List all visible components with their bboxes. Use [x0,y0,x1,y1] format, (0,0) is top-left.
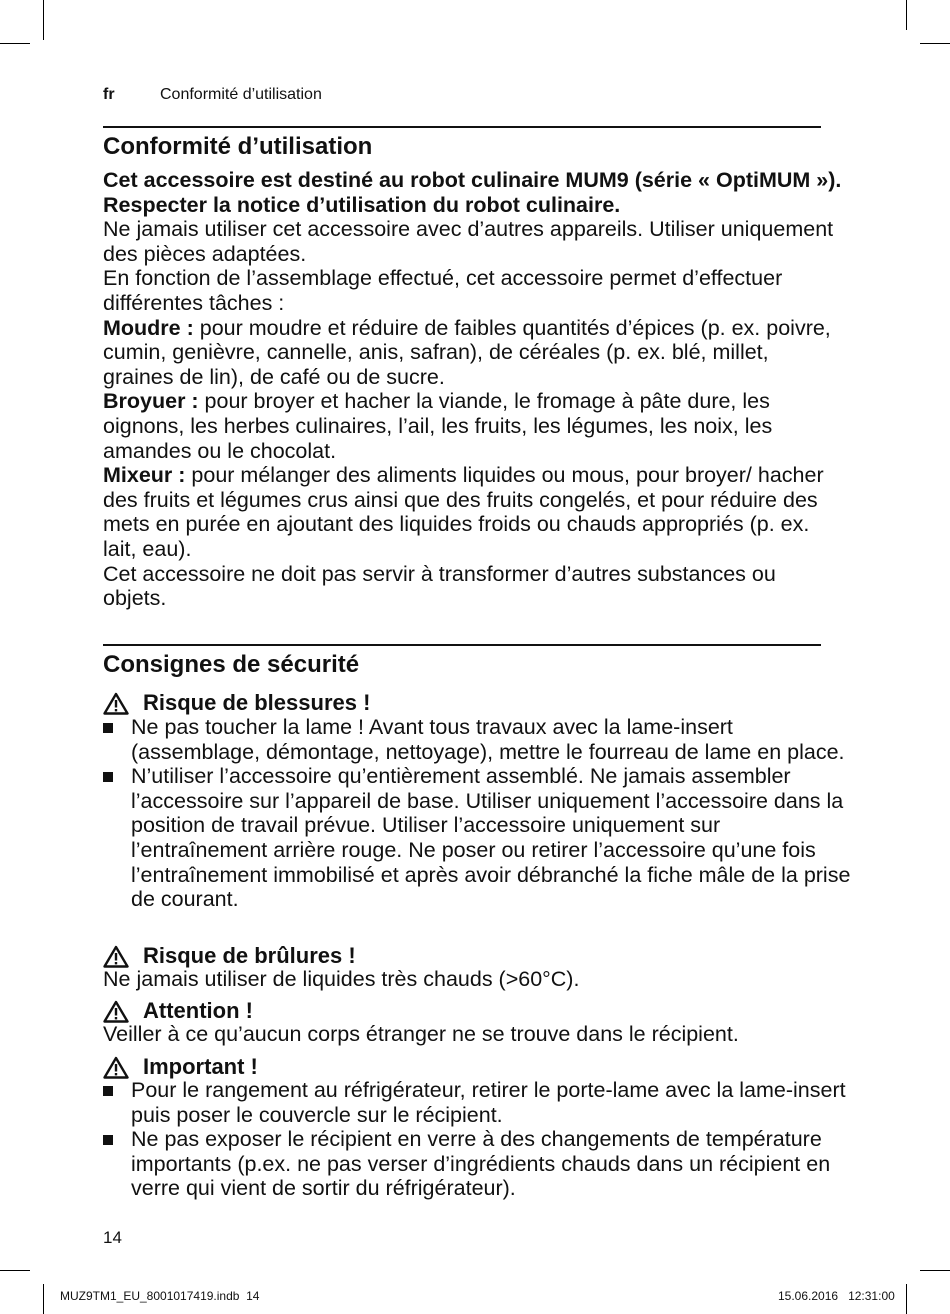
bullet-text: Pour le rangement au réfrigérateur, retirer le porte-lame avec la lame-insert puis poser le couvercle sur le récipient. [131,1078,846,1127]
warning-triangle-icon [103,692,129,715]
paragraph: Cet accessoire ne doit pas servir à transformer d’autres substances ou objets. [103,561,776,611]
warning-heading [103,1054,258,1080]
use-text: pour mélanger des aliments liquides ou mous, pour broyer/ hacher des fruits et légumes crus ainsi que des fruits congelés, et pour réduire des mets en purée en ajoutant des liquides froids ou chauds appropriés (p. ex. lait, eau). [103,463,824,561]
footer-page: 14 [246,1289,260,1303]
section-rule [103,126,821,128]
section-title-conformite: Conformité d’utilisation [103,133,373,160]
warning-text: Veiller à ce qu’aucun corps étranger ne se trouve dans le récipient. [103,1022,739,1046]
warning-bullets [103,1078,853,1201]
lead-paragraph: Cet accessoire est destiné au robot culinaire MUM9 (série « OptiMUM »). Respecter la notice d’utilisation du robot culinaire. [103,168,842,217]
warning-triangle-icon [103,1056,129,1079]
use-text: pour broyer et hacher la viande, le fromage à pâte dure, les oignons, les herbes culinaires, l’ail, les fruits, les légumes, les noix, les amandes ou le chocolat. [103,389,773,463]
warning-triangle-icon [103,945,129,968]
list-item [103,1127,853,1201]
warning-heading [103,943,356,969]
crop-mark [906,1284,907,1314]
bullet-text: Ne pas exposer le récipient en verre à des changements de température importants (p.ex. ne pas verser d’ingrédients chauds dans un récipient en verre qui vient de sortir du réfrigérateur). [131,1127,831,1201]
use-broyer [103,389,843,463]
use-text: pour moudre et réduire de faibles quantités d’épices (p. ex. poivre, cumin, genièvre, cannelle, anis, safran), de céréales (p. ex. blé, millet, graines de lin), de café ou de sucre. [103,315,831,389]
bullet-text: Ne pas toucher la lame ! Avant tous travaux avec la lame-insert (assemblage, démontage, nettoyage), mettre le fourreau de lame en place. [131,715,845,764]
use-mixeur [103,463,843,561]
bullet-square-icon [103,772,113,782]
warning-title: Risque de brûlures ! [143,943,356,968]
crop-mark [43,0,44,40]
crop-mark [0,43,30,44]
crop-mark [906,0,907,30]
bullet-square-icon [103,723,113,733]
footer-date: 15.06.2016 [778,1289,839,1303]
crop-mark [43,1284,44,1314]
paragraph: Ne jamais utiliser cet accessoire avec d’autres appareils. Utiliser uniquement des pièces adaptées. [103,217,834,266]
warning-bullets [103,715,853,912]
bullet-square-icon [103,1086,113,1096]
language-code: fr [103,86,115,103]
list-item [103,764,853,912]
paragraph: En fonction de l’assemblage effectué, cet accessoire permet d’effectuer différentes tâches : [103,266,783,315]
footer-time: 12:31:00 [848,1289,895,1303]
header-section: Conformité d’utilisation [160,86,322,103]
warning-triangle-icon [103,1000,129,1023]
warning-heading [103,690,370,716]
warning-title: Risque de blessures ! [143,690,371,715]
conformite-body [103,168,843,611]
use-moudre [103,316,843,390]
running-header [103,86,322,104]
page-number: 14 [103,1228,122,1247]
bullet-square-icon [103,1135,113,1145]
print-footer-file [60,1289,259,1303]
bullet-text: N’utiliser l’accessoire qu’entièrement assemblé. Ne jamais assembler l’accessoire sur l’appareil de base. Utiliser uniquement l’accessoire dans la position de travail prévue. Utiliser l’accessoire uniquement sur l’entraînement arrière rouge. Ne poser ou retirer l’accessoire qu’une fois l’entraînement immobilisé et après avoir débranché la fiche mâle de la prise de courant. [131,764,851,912]
footer-filename: MUZ9TM1_EU_8001017419.indb [60,1289,240,1303]
warning-title: Important ! [143,1054,258,1079]
crop-mark [920,1270,950,1271]
section-title-securite: Consignes de sécurité [103,651,360,678]
print-footer-date [778,1289,895,1303]
use-label: Mixeur : [103,463,186,488]
use-label: Moudre : [103,315,194,340]
use-label: Broyuer : [103,389,199,414]
list-item [103,715,853,764]
list-item [103,1078,853,1127]
section-rule [103,644,821,646]
warning-title: Attention ! [143,998,253,1023]
warning-heading [103,998,253,1024]
crop-mark [920,43,950,44]
crop-mark [0,1270,30,1271]
warning-text: Ne jamais utiliser de liquides très chauds (>60°C). [103,967,580,991]
